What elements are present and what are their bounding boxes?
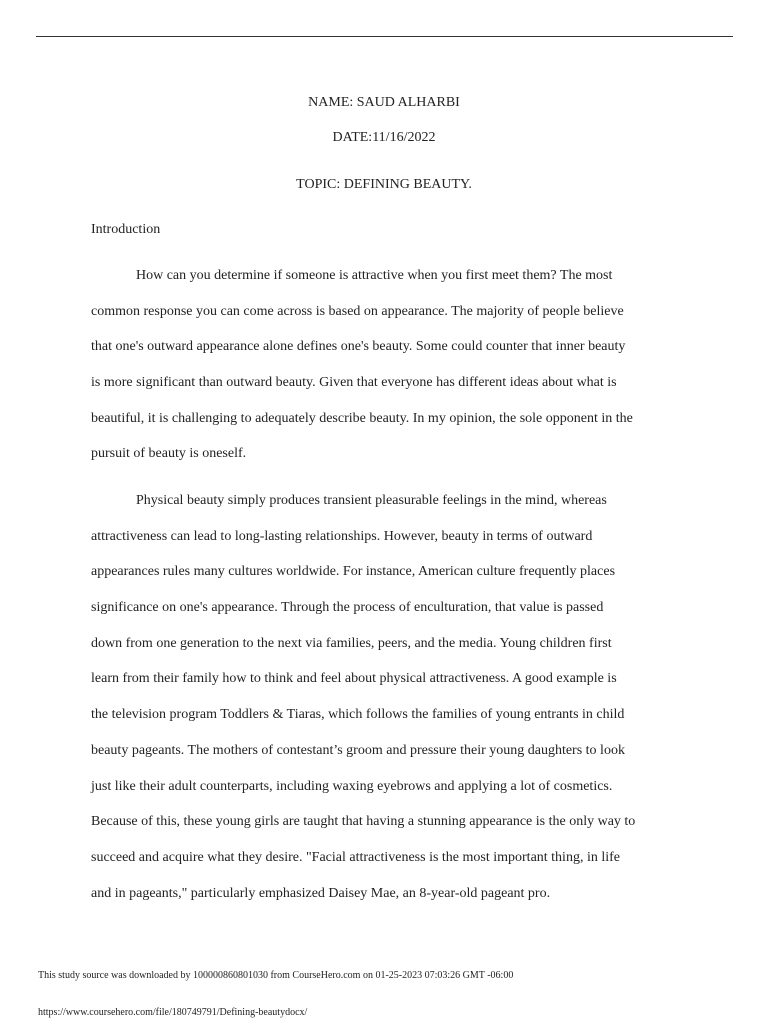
paragraph-line: learn from their family how to think and feel about physical attractiveness. A good example is (91, 671, 617, 687)
paragraph-line: Because of this, these young girls are taught that having a stunning appearance is the only way to (91, 814, 636, 830)
paragraph-line: and in pageants," particularly emphasized Daisey Mae, an 8-year-old pageant pro. (91, 885, 551, 901)
download-source-note: This study source was downloaded by 100000860801030 from CourseHero.com on 01-25-2023 07:03:26 GMT -06:00 (38, 970, 514, 981)
paragraph-1 (91, 267, 691, 481)
paragraph-line: that one's outward appearance alone defines one's beauty. Some could counter that inner beauty (91, 339, 626, 355)
paragraph-line: just like their adult counterparts, including waxing eyebrows and applying a lot of cosmetics. (91, 778, 613, 794)
paragraph-line: down from one generation to the next via families, peers, and the media. Young children first (91, 635, 612, 651)
paragraph-line: How can you determine if someone is attractive when you first meet them? The most (136, 268, 613, 283)
source-url: https://www.coursehero.com/file/180749791/Defining-beautydocx/ (38, 1007, 308, 1018)
topic-line: TOPIC: DEFINING BEAUTY. (296, 177, 472, 192)
paragraph-line: beautiful, it is challenging to adequately describe beauty. In my opinion, the sole opponent in the (91, 410, 633, 426)
top-rule (36, 36, 733, 37)
paragraph-line: succeed and acquire what they desire. "Facial attractiveness is the most important thing, in life (91, 849, 620, 865)
paragraph-line: attractiveness can lead to long-lasting relationships. However, beauty in terms of outward (91, 528, 593, 544)
name-line: NAME: SAUD ALHARBI (308, 95, 460, 110)
paragraph-line: significance on one's appearance. Through the process of enculturation, that value is passed (91, 600, 604, 616)
paragraph-line: beauty pageants. The mothers of contestant’s groom and pressure their young daughters to look (91, 742, 625, 758)
paragraph-line: Physical beauty simply produces transient pleasurable feelings in the mind, whereas (136, 493, 607, 508)
paragraph-line: is more significant than outward beauty. Given that everyone has different ideas about what is (91, 375, 617, 391)
paragraph-line: common response you can come across is based on appearance. The majority of people believe (91, 303, 624, 319)
section-heading: Introduction (91, 222, 161, 237)
paragraph-line: the television program Toddlers & Tiaras, which follows the families of young entrants in child (91, 707, 625, 723)
paragraph-line: appearances rules many cultures worldwide. For instance, American culture frequently places (91, 564, 616, 580)
paragraph-line: pursuit of beauty is oneself. (91, 446, 247, 462)
paragraph-2 (91, 492, 691, 920)
date-line: DATE:11/16/2022 (332, 130, 436, 145)
